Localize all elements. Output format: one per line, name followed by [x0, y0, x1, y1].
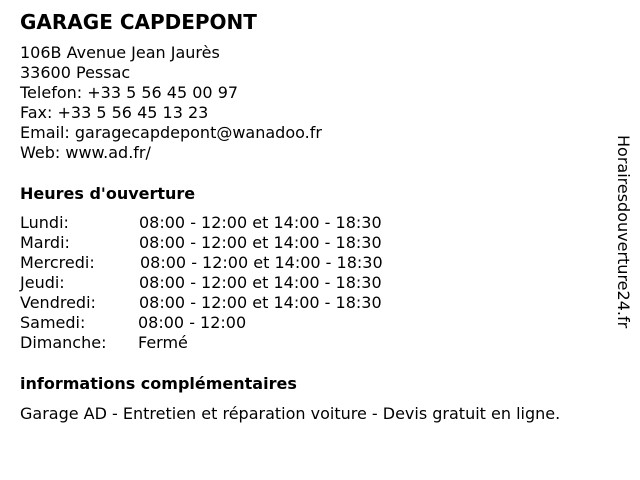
email-line — [20, 123, 322, 143]
hours-time: 08:00 - 12:00 — [138, 313, 247, 332]
phone-number[interactable]: +33 5 56 45 00 97 — [87, 83, 239, 102]
hours-row — [20, 213, 383, 233]
hours-row — [20, 333, 383, 353]
phone-label: Telefon: — [20, 83, 83, 102]
hours-row — [20, 293, 383, 313]
hours-day: Samedi: — [20, 313, 86, 332]
info-heading: informations complémentaires — [20, 374, 297, 393]
web-label: Web: — [20, 143, 61, 162]
hours-time: 08:00 - 12:00 et 14:00 - 18:30 — [139, 293, 382, 312]
hours-row — [20, 233, 383, 253]
phone-line — [20, 83, 322, 103]
hours-row — [20, 313, 383, 333]
hours-table — [20, 213, 383, 353]
email-address[interactable]: garagecapdepont@wanadoo.fr — [74, 123, 322, 142]
fax-line — [20, 103, 322, 123]
hours-time: 08:00 - 12:00 et 14:00 - 18:30 — [139, 233, 382, 252]
hours-day: Jeudi: — [20, 273, 65, 292]
hours-day: Mardi: — [20, 233, 70, 252]
hours-day: Vendredi: — [20, 293, 96, 312]
fax-label: Fax: — [20, 103, 53, 122]
info-text: Garage AD - Entretien et réparation voiture - Devis gratuit en ligne. — [20, 404, 561, 423]
address-line-2: 33600 Pessac — [20, 63, 131, 82]
site-watermark: Horairesdouverture24.fr — [614, 135, 633, 329]
fax-number: +33 5 56 45 13 23 — [57, 103, 209, 122]
hours-day: Dimanche: — [20, 333, 107, 352]
contact-block — [20, 43, 322, 163]
hours-day: Mercredi: — [20, 253, 95, 272]
address-line-1: 106B Avenue Jean Jaurès — [20, 43, 220, 62]
hours-time: Fermé — [138, 333, 188, 352]
business-name: GARAGE CAPDEPONT — [20, 10, 257, 34]
email-label: Email: — [20, 123, 70, 142]
hours-time: 08:00 - 12:00 et 14:00 - 18:30 — [139, 273, 382, 292]
hours-row — [20, 273, 383, 293]
web-link[interactable]: www.ad.fr/ — [65, 143, 151, 162]
hours-day: Lundi: — [20, 213, 69, 232]
hours-time: 08:00 - 12:00 et 14:00 - 18:30 — [139, 213, 382, 232]
web-line — [20, 143, 322, 163]
hours-time: 08:00 - 12:00 et 14:00 - 18:30 — [140, 253, 383, 272]
hours-heading: Heures d'ouverture — [20, 184, 196, 203]
hours-row — [20, 253, 383, 273]
